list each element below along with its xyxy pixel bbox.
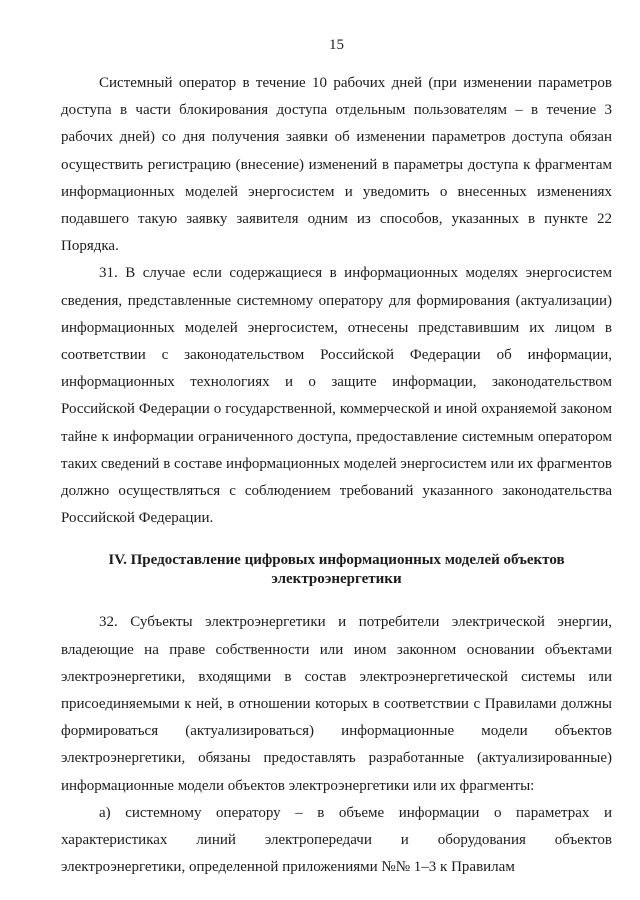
section-heading-line1: IV. Предоставление цифровых информационных моделей объектов <box>108 552 565 569</box>
page-number: 15 <box>329 37 344 53</box>
section-heading <box>61 551 612 588</box>
section-heading-line2: электроэнергетики <box>271 570 402 587</box>
paragraph-32-subitem-a: а) системному оператору – в объеме информации о параметрах и характеристиках линий электропередачи и оборудования объектов электроэнергетики, определенной приложениями №№ 1–3 к Правилам <box>61 804 612 876</box>
paragraph-32-obligations: 32. Субъекты электроэнергетики и потребители электрической энергии, владеющие на праве собственности или ином законном основании объектами электроэнергетики, входящими в состав электроэнергетической системы или присоединяемыми к ней, в отношении которых в соответствии с Правилами должны формироваться (актуализироваться) информационные модели объектов электроэнергетики, обязаны предоставлять разработанные (актуализированные) информационные модели объектов электроэнергетики или их фрагменты: <box>61 614 612 794</box>
paragraph-registration-changes: Системный оператор в течение 10 рабочих дней (при изменении параметров доступа в части блокирования доступа отдельным пользователям – в течение 3 рабочих дней) со дня получения заявки об изменении параметров доступа обязан осуществить регистрацию (внесение) изменений в параметры доступа к фрагментам информационных моделей энергосистем и уведомить о внесенных изменениях подавшего такую заявку заявителя одним из способов, указанных в пункте 22 Порядка. <box>61 75 612 255</box>
paragraph-31-restricted-info: 31. В случае если содержащиеся в информационных моделях энергосистем сведения, представленные системному оператору для формирования (актуализации) информационных моделей энергосистем, отнесены представившим их лицом в соответствии с законодательством Российской Федерации об информации, информационных технологиях и о защите информации, законодательством Российской Федерации о государственной, коммерческой и иной охраняемой законом тайне к информации ограниченного доступа, предоставление системным оператором таких сведений в составе информационных моделей энергосистем или их фрагментов должно осуществляться с соблюдением требований указанного законодательства Российской Федерации. <box>61 265 612 527</box>
